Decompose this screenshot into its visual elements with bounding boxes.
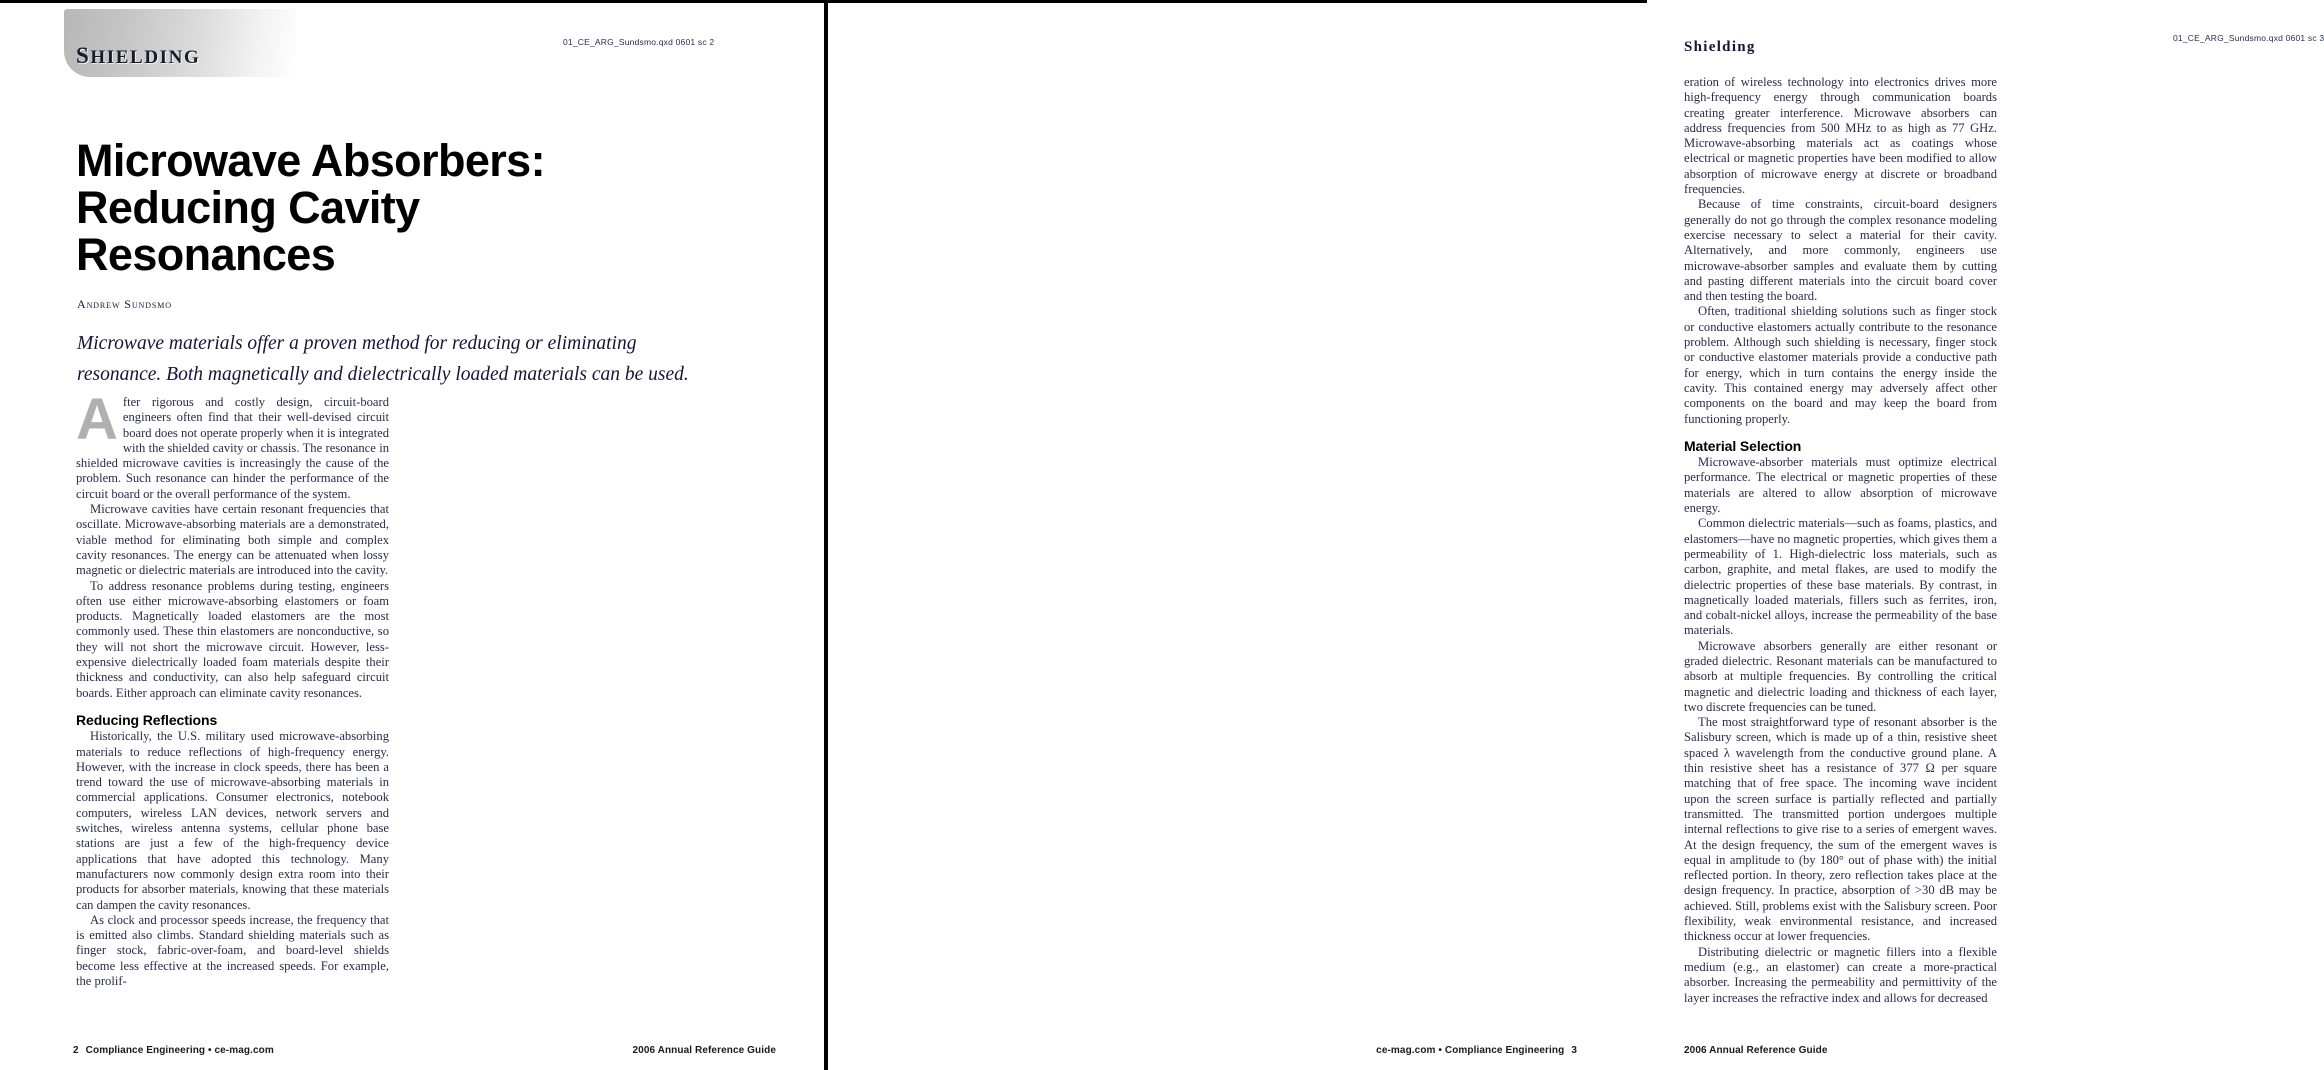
footer-publication: ce-mag.com • Compliance Engineering [1376,1045,1565,1056]
title-line-2: Reducing Cavity [76,182,420,233]
page-number: 2 [73,1045,79,1056]
running-head: Shielding [1684,39,1756,55]
banner-label [76,43,200,69]
title-line-1: Microwave Absorbers: [76,135,545,186]
file-stamp-left: 01_CE_ARG_Sundsmo.qxd 0601 sc 2 [563,37,715,47]
page-number: 3 [1571,1045,1577,1056]
body-paragraph: Often, traditional shielding solutions such as finger stock or conductive elastomers actually contribute to the resonance problem. Although such shielding is necessary, finger stock or conductive elastomer materials provide a conductive path for energy, which in turn contains the energy inside the cavity. This contained energy may adversely affect other components on the board and may keep the board from functioning properly. [1684,304,1997,426]
footer-issue-right: 2006 Annual Reference Guide [1684,1045,1828,1056]
section-heading-material-selection: Material Selection [1684,437,1802,454]
author-byline: Andrew Sundsmo [77,297,172,311]
body-paragraph: Microwave absorbers generally are either resonant or graded dielectric. Resonant materials can be manufactured to absorb at multiple frequencies. By controlling the critical magnetic and dielectric loading and thickness of each layer, two discrete frequencies can be tuned. [1684,638,1997,714]
body-paragraph: As clock and processor speeds increase, the frequency that is emitted also climbs. Standard shielding materials such as finger stock, fabric-over-foam, and board-level shields become less effective at the increased speeds. For example, the prolif- [76,912,389,988]
footer-left [73,1045,274,1056]
body-paragraph: The most straightforward type of resonant absorber is the Salisbury screen, which is made up of a thin, resistive sheet spaced λ wavelength from the conductive ground plane. A thin resistive sheet has a resistance of 377 Ω per square matching that of free space. The incoming wave incident upon the screen surface is partially reflected and partially transmitted. The transmitted portion undergoes multiple internal reflections to give rise to a series of emergent waves. At the design frequency, the sum of the emergent waves is equal in amplitude to (by 180° out of phase with) the initial reflected portion. In theory, zero reflection takes place at the design frequency. In practice, absorption of >30 dB may be achieved. Still, problems exist with the Salisbury screen. Poor flexibility, weak environmental resistance, and increased thickness occur at lower frequencies. [1684,715,1997,944]
footer-issue-left: 2006 Annual Reference Guide [632,1045,776,1056]
body-paragraph: eration of wireless technology into electronics drives more high-frequency energy through communication boards creating greater interference. Microwave absorbers can address frequencies from 500 MHz to as high as 77 GHz. Microwave-absorbing materials act as coatings whose electrical or magnetic properties have been modified to allow absorption of microwave energy at discrete or broadband frequencies. [1684,75,1997,197]
left-column-body [76,387,389,989]
footer-right [1376,1045,1577,1056]
page-title [76,137,696,278]
file-stamp-right: 01_CE_ARG_Sundsmo.qxd 0601 sc 3 [2173,33,2324,43]
right-column-body [1684,75,1997,1006]
article-deck: Microwave materials offer a proven method for reducing or eliminating resonance. Both magnetically and dielectrically loaded materials can be used. [77,333,689,385]
body-paragraph: Microwave-absorber materials must optimize electrical performance. The electrical or magnetic properties of these materials are altered to allow absorption of microwave energy. [1684,455,1997,516]
section-heading-reducing-reflections: Reducing Reflections [76,711,218,728]
banner-cap-letter: S [76,43,91,68]
body-paragraph: Microwave cavities have certain resonant frequencies that oscillate. Microwave-absorbing materials are a demonstrated, viable method for eliminating both simple and complex cavity resonances. The energy can be attenuated when lossy magnetic or dielectric materials are introduced into the cavity. [76,502,389,578]
body-paragraph: Because of time constraints, circuit-board designers generally do not go through the complex resonance modeling exercise necessary to select a material for their cavity. Alternatively, and more commonly, engineers use microwave-absorber samples and evaluate them by cutting and pasting different materials into the circuit board cover and then testing the board. [1684,197,1997,304]
banner-rest-letters: HIELDING [90,47,201,68]
left-page [0,3,824,1070]
title-line-3: Resonances [76,229,336,280]
footer-publication: Compliance Engineering • ce-mag.com [85,1045,274,1056]
drop-cap: A [76,387,118,452]
right-page [828,3,2324,1070]
body-paragraph: Common dielectric materials—such as foams, plastics, and elastomers—have no magnetic properties, which gives them a permeability of 1. High-dielectric loss materials, such as carbon, graphite, and metal flakes, are used to modify the dielectric properties of these base materials. By contrast, in magnetically loaded materials, fillers such as ferrites, iron, and cobalt-nickel alloys, increase the permeability of the base materials. [1684,516,1997,638]
paragraph-text: fter rigorous and costly design, circuit-board engineers often find that their well-devised circuit board does not operate properly when it is integrated with the shielded cavity or chassis. The resonance in shielded microwave cavities is increasingly the cause of the problem. Such resonance can hinder the performance of the circuit board or the overall performance of the system. [76,395,389,501]
body-paragraph [76,387,389,502]
body-paragraph: Distributing dielectric or magnetic fillers into a flexible medium (e.g., an elastomer) can create a more-practical absorber. Increasing the permeability and permittivity of the layer increases the refractive index and allows for decreased [1684,944,1997,1005]
body-paragraph: To address resonance problems during testing, engineers often use either microwave-absorbing elastomers or foam products. Magnetically loaded elastomers are the most commonly used. These thin elastomers are nonconductive, so they will not short the microwave circuit. However, less-expensive dielectrically loaded foam materials despite their thickness and conductivity, can also help safeguard circuit boards. Either approach can eliminate cavity resonances. [76,578,389,700]
body-paragraph: Historically, the U.S. military used microwave-absorbing materials to reduce reflections of high-frequency energy. However, with the increase in clock speeds, there has been a trend toward the use of microwave-absorbing materials in commercial applications. Consumer electronics, notebook computers, wireless LAN devices, network servers and switches, wireless antenna systems, cellular phone base stations are just a few of the high-frequency device applications that have adopted this technology. Many manufacturers now commonly design extra room into their products for absorber materials, knowing that these materials can dampen the cavity resonances. [76,729,389,912]
